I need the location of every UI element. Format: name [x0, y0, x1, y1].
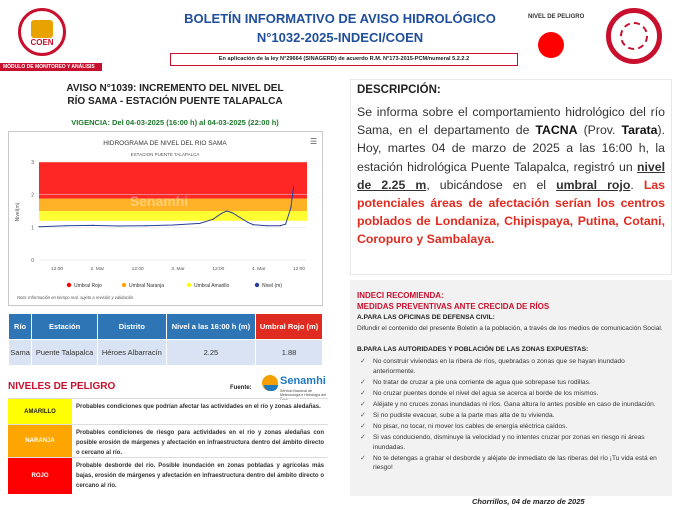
series-point: [221, 213, 222, 214]
cell-distrito: Héroes Albarracín: [97, 340, 166, 366]
description-title: DESCRIPCIÓN:: [357, 84, 441, 96]
series-point: [226, 210, 227, 211]
check-icon: ✓: [360, 400, 366, 408]
hydrograph-chart: [8, 131, 323, 306]
house-water-icon: [620, 22, 648, 50]
legend-marker: [255, 283, 259, 287]
coen-logo: [18, 8, 66, 56]
bulletin-number: N°1032-2025-INDECI/COEN: [256, 30, 424, 45]
nivel-label-naranja: NARANJA: [8, 425, 72, 457]
legend-label: Umbral Naranja: [129, 283, 165, 289]
legend-label: Umbral Amarillo: [194, 283, 230, 289]
list-item: [360, 411, 668, 421]
y-tick-label: 1: [31, 225, 34, 232]
bullet-text: No tratar de cruzar a pie una corriente de agua que sobrepase tus rodillas.: [373, 378, 591, 386]
col-nivel: Nivel a las 16:00 h (m): [166, 314, 255, 340]
series-point: [290, 207, 291, 208]
series-point: [213, 219, 214, 220]
nivel-peligro-indicator: [538, 32, 564, 58]
desc-afectacion: Las potenciales áreas de afectación serían los centros poblados de Londaniza, Chipispaya, Putina, Cotani, Coropuro y Sambalaya.: [357, 177, 666, 247]
desc-part: Se informa sobre el comportamiento hidrológico del río Sama, en el departamento de: [357, 105, 665, 138]
series-point: [146, 225, 147, 226]
nivel-desc-amarillo: Probables condiciones que podrían afectar las actividades en el río y zonas aledañas.: [76, 404, 321, 410]
col-umbral-rojo: Umbral Rojo (m): [256, 314, 323, 340]
hydrograph-svg: [9, 132, 322, 305]
band-amarillo: [39, 211, 307, 221]
check-icon: ✓: [360, 378, 366, 386]
check-icon: ✓: [360, 454, 366, 462]
desc-province: Tarata: [621, 123, 658, 138]
aviso-title-line2: RÍO SAMA - ESTACIÓN PUENTE TALAPALCA: [67, 96, 283, 107]
rec-section-b: B.PARA LAS AUTORIDADES Y POBLACIÓN DE LAS ZONAS EXPUESTAS:: [357, 346, 589, 353]
bullet-text: No cruzar puentes donde el nivel del agua se acerca al borde de los mismos.: [373, 389, 599, 397]
y-tick-label: 2: [31, 192, 34, 199]
bullet-text: No pisar, no tocar, ni mover los cables de energía eléctrica caídos.: [373, 423, 568, 431]
x-tick-label: 12:00: [292, 267, 306, 272]
check-icon: ✓: [360, 423, 366, 431]
series-point: [92, 225, 93, 226]
wave-icon: [264, 385, 278, 391]
bulletin-title: BOLETÍN INFORMATIVO DE AVISO HIDROLÓGICO: [184, 11, 496, 26]
senamhi-logo: [262, 373, 326, 401]
nivel-row-amarillo: [8, 398, 328, 424]
nivel-desc-naranja: Probables condiciones de riesgo para actividades en el río y zonas aledañas con posible erosión de márgenes y afectación en infraestructura dentro del ámbito directo o cercano al río.: [76, 430, 324, 456]
legend-marker: [187, 283, 191, 287]
coen-logo-text: COEN: [30, 37, 54, 47]
list-item: [360, 389, 668, 399]
legend-label: Nivel (m): [262, 283, 282, 289]
series-point: [231, 212, 232, 213]
bullet-text: No construir viviendas en la ribera de ríos, quebradas o zonas que se hayan inundado anteriormente.: [373, 358, 625, 375]
nivel-desc-rojo: Probable desborde del río. Posible inundación en zonas pobladas y agrícolas más bajas, erosión de márgenes y afectación en infraestructura dentro del ámbito directo o cercano al río.: [76, 463, 324, 489]
list-item: [360, 378, 668, 388]
series-point: [199, 223, 200, 224]
check-icon: ✓: [360, 434, 366, 442]
col-estacion: Estación: [32, 314, 98, 340]
check-icon: ✓: [360, 358, 366, 365]
indeci-logo: [606, 8, 662, 64]
rec-text-a: Difundir el contenido del presente Boletín a la población, a través de los medios de comunicación Social.: [357, 325, 663, 332]
legend-marker: [67, 283, 71, 287]
rec-title-line1: INDECI RECOMIENDA:: [357, 291, 444, 300]
list-item: [360, 422, 668, 432]
chart-subtitle: ESTACION PUENTE TALAPALCA: [130, 152, 200, 157]
x-tick-label: 3. Mar: [171, 267, 185, 272]
senamhi-subtitle: Servicio Nacional de Meteorología e Hidrología del Perú: [280, 389, 326, 401]
station-table: [8, 313, 323, 366]
recommendations-title: [357, 290, 549, 312]
cell-estacion: Puente Talapalca: [32, 340, 98, 366]
desc-part: .: [630, 177, 644, 192]
col-distrito: Distrito: [97, 314, 166, 340]
desc-part: ). Hoy, martes 04 de marzo de 2025 a las 16:00 h, la estación hidrológica Puente Talapalca, registró un: [357, 123, 665, 174]
legend-marker: [122, 283, 126, 287]
law-reference: En aplicación de la ley N°29664 (SINAGERD) de acuerdo R.M. N°173-2015-PCM/numeral 5.2.2.2: [170, 53, 518, 66]
bullet-text: Si vas conduciendo, disminuye la velocidad y no intentes cruzar por zonas en riesgo ni áreas inundadas.: [373, 434, 645, 451]
series-point: [65, 225, 66, 226]
x-tick-label: 12:00: [212, 267, 225, 272]
aviso-title: [40, 82, 310, 108]
desc-part: , ubicándose en el: [426, 177, 557, 192]
desc-nivel: nivel de 2.25 m: [357, 159, 665, 192]
x-tick-label: 12:00: [50, 267, 64, 272]
x-tick-label: 2. Mar: [90, 267, 105, 272]
nivel-label-rojo: ROJO: [8, 458, 72, 494]
nivel-row-naranja: [8, 424, 328, 457]
senamhi-name: Senamhi: [280, 375, 326, 387]
coat-of-arms-icon: [31, 20, 53, 38]
chart-watermark: Senamhi: [129, 193, 189, 209]
series-point: [247, 222, 248, 223]
x-tick-label: 12:00: [131, 267, 144, 272]
rec-bullets: [360, 357, 668, 475]
list-item: [360, 357, 668, 376]
cell-nivel: 2.25: [166, 340, 255, 366]
col-rio: Río: [9, 314, 32, 340]
series-point: [293, 186, 294, 187]
niveles-title: NIVELES DE PELIGRO: [8, 381, 116, 392]
module-bar: MÓDULO DE MONITOREO Y ANÁLISIS: [0, 63, 102, 71]
series-point: [119, 225, 120, 226]
desc-part: (Prov.: [577, 123, 622, 138]
footer-date: Chorrillos, 04 de marzo de 2025: [472, 497, 585, 506]
nivel-label-amarillo: AMARILLO: [8, 399, 72, 424]
bullet-text: Aléjate y no cruces zonas inundadas ni ríos. Gana altura lo antes posible en caso de inundación.: [373, 400, 656, 408]
x-tick-label: 4. Mar: [251, 267, 266, 272]
nivel-row-rojo: [8, 457, 328, 494]
series-point: [172, 224, 173, 225]
series-point: [266, 225, 267, 226]
list-item: [360, 400, 668, 410]
legend-label: Umbral Rojo: [74, 283, 102, 289]
y-tick-label: 0: [31, 258, 34, 264]
check-icon: ✓: [360, 389, 366, 397]
y-axis-label: Nivel(m): [15, 202, 21, 222]
check-icon: ✓: [360, 411, 366, 419]
aviso-title-line1: AVISO N°1039: INCREMENTO DEL NIVEL DEL: [66, 83, 284, 94]
table-row: [9, 340, 323, 366]
series-point: [239, 217, 240, 218]
series-point: [253, 224, 254, 225]
fuente-label: Fuente:: [230, 385, 252, 391]
rec-section-a: A.PARA LAS OFICINAS DE DEFENSA CIVIL:: [357, 314, 495, 321]
series-point: [280, 225, 281, 226]
list-item: [360, 433, 668, 452]
vigencia: VIGENCIA: Del 04-03-2025 (16:00 h) al 04-03-2025 (22:00 h): [71, 118, 279, 127]
series-point: [285, 223, 286, 224]
desc-umbral: umbral rojo: [556, 177, 631, 192]
rec-title-line2: MEDIDAS PREVENTIVAS ANTE CRECIDA DE RÍOS: [357, 302, 550, 311]
description-text: [357, 103, 665, 249]
cell-umbral: 1.88: [256, 340, 323, 366]
y-tick-label: 3: [31, 160, 34, 166]
cell-rio: Sama: [9, 340, 32, 366]
chart-note: Nota: Información en tiempo real, sujeto a revisión y validación: [17, 295, 134, 300]
series-point: [38, 226, 39, 227]
table-header-row: [9, 314, 323, 340]
bullet-text: Si no pudiste evacuar, sube a la parte mas alta de tu vivienda.: [373, 411, 555, 419]
chart-menu-icon[interactable]: ☰: [310, 137, 318, 146]
list-item: [360, 454, 668, 473]
bullet-text: No te detengas a grabar el desborde y aléjate de inmediato de las riberas del río ¡Tu vida está en riesgo!: [373, 454, 657, 472]
chart-title: HIDROGRAMA DE NIVEL DEL RIO SAMA: [103, 140, 227, 147]
desc-department: TACNA: [535, 123, 578, 138]
nivel-peligro-label: NIVEL DE PELIGRO: [528, 14, 585, 20]
